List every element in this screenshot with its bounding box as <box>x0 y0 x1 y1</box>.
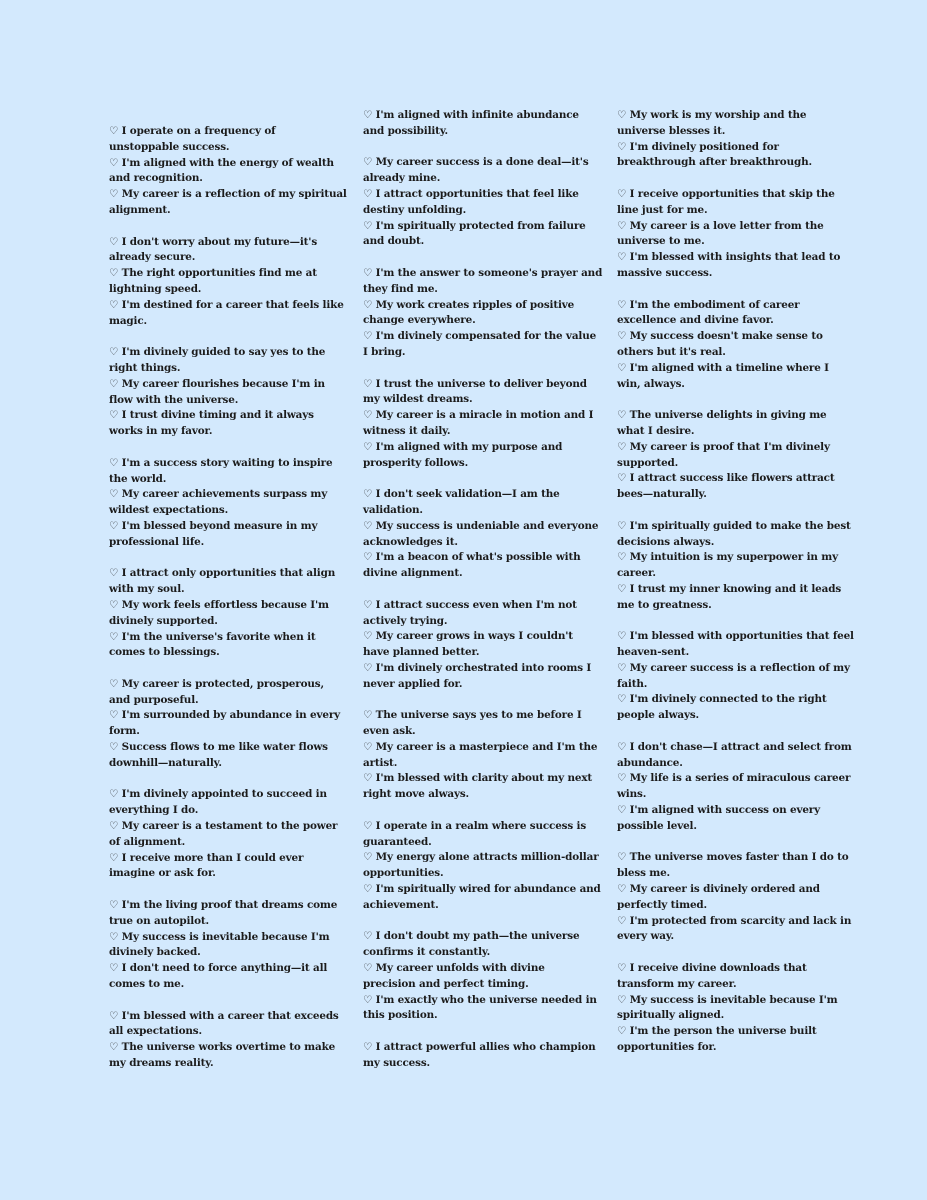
affirmation-line: my success. <box>363 1056 430 1069</box>
affirmation-line: downhill—naturally. <box>109 756 222 769</box>
affirmation-line: true on autopilot. <box>109 914 209 927</box>
affirmation-group <box>363 708 598 803</box>
affirmation-line: actively trying. <box>363 614 448 627</box>
affirmation-line: ♡ I don't worry about my future—it's <box>109 235 318 248</box>
affirmation-line: never applied for. <box>363 677 463 690</box>
affirmation-line: the world. <box>109 472 167 485</box>
affirmation-line: massive success. <box>617 266 713 279</box>
affirmation-line: ♡ I'm aligned with my purpose and <box>363 440 563 453</box>
affirmation-line: ♡ My career grows in ways I couldn't <box>363 630 573 643</box>
affirmation-line: comes to me. <box>109 978 185 991</box>
affirmation-line: ♡ My energy alone attracts million-dollar <box>363 851 599 864</box>
affirmation-line: ♡ I don't chase—I attract and select from <box>617 740 852 753</box>
affirmation-line: universe to me. <box>617 235 705 248</box>
affirmation-line: opportunities for. <box>617 1041 717 1054</box>
affirmation-line: ♡ I attract opportunities that feel like <box>363 187 579 200</box>
affirmation-line: ♡ I'm aligned with success on every <box>617 804 820 817</box>
affirmation-line: confirms it constantly. <box>363 946 491 959</box>
affirmation-group <box>109 566 336 661</box>
affirmation-line: ♡ I'm aligned with infinite abundance <box>363 109 579 121</box>
affirmation-group <box>109 124 347 219</box>
affirmation-line: ♡ I'm divinely guided to say yes to the <box>109 346 326 359</box>
affirmation-line: ♡ I attract success like flowers attract <box>617 472 835 485</box>
affirmation-group <box>363 377 594 472</box>
affirmation-line: ♡ I'm the living proof that dreams come <box>109 899 338 912</box>
affirmation-group <box>363 598 592 693</box>
affirmation-line: ♡ I'm blessed with a career that exceeds <box>109 1009 339 1022</box>
affirmation-line: ♡ My success doesn't make sense to <box>617 330 823 343</box>
affirmation-line: ♡ I trust the universe to deliver beyond <box>363 377 587 390</box>
affirmation-line: right things. <box>109 361 181 374</box>
affirmation-group <box>109 235 344 330</box>
affirmation-line: artist. <box>363 756 398 769</box>
affirmation-line: divinely supported. <box>109 614 218 627</box>
affirmation-column-3 <box>617 108 854 1072</box>
affirmation-line: me to greatness. <box>617 598 712 611</box>
affirmation-group <box>363 929 597 1024</box>
affirmation-group <box>617 740 852 835</box>
affirmation-line: ♡ I don't doubt my path—the universe <box>363 930 580 943</box>
affirmation-column-2 <box>363 108 603 1087</box>
affirmation-line: have planned better. <box>363 646 480 659</box>
affirmation-line: wins. <box>617 788 647 801</box>
affirmation-line: destiny unfolding. <box>363 203 467 216</box>
affirmation-line: ♡ I'm blessed with clarity about my next <box>363 772 593 785</box>
affirmation-line: ♡ I receive opportunities that skip the <box>617 187 835 200</box>
affirmation-line: and purposeful. <box>109 693 199 706</box>
affirmation-line: alignment. <box>109 203 171 216</box>
affirmation-line: ♡ I'm the embodiment of career <box>617 298 800 311</box>
affirmation-line: ♡ The universe says yes to me before I <box>363 709 582 722</box>
affirmation-line: ♡ My career is a reflection of my spiritual <box>109 188 347 201</box>
affirmation-line: universe blesses it. <box>617 124 726 137</box>
affirmation-line: ♡ I'm surrounded by abundance in every <box>109 709 341 722</box>
affirmation-line: ♡ I'm divinely connected to the right <box>617 693 827 706</box>
affirmation-line: ♡ I'm divinely positioned for <box>617 140 779 153</box>
affirmation-line: ♡ My life is a series of miraculous career <box>617 772 851 785</box>
affirmation-group <box>363 266 603 361</box>
affirmation-line: wildest expectations. <box>109 504 229 517</box>
affirmation-line: breakthrough after breakthrough. <box>617 156 812 169</box>
affirmation-line: ♡ My work creates ripples of positive <box>363 298 575 311</box>
affirmation-column-1 <box>109 124 347 1088</box>
affirmation-line: ♡ I don't need to force anything—it all <box>109 962 328 975</box>
affirmation-line: abundance. <box>617 756 683 769</box>
affirmation-line: acknowledges it. <box>363 535 458 548</box>
affirmation-line: ♡ I'm aligned with the energy of wealth <box>109 156 334 169</box>
affirmation-line: ♡ I'm the person the universe built <box>617 1025 817 1038</box>
affirmation-group <box>363 819 601 914</box>
affirmation-line: this position. <box>363 1009 438 1022</box>
affirmation-line: ♡ My career is a testament to the power <box>109 820 338 833</box>
affirmation-line: ♡ Success flows to me like water flows <box>109 741 328 754</box>
affirmation-group <box>617 629 854 724</box>
affirmation-line: guaranteed. <box>363 835 432 848</box>
affirmation-group <box>617 961 838 1056</box>
affirmation-line: witness it daily. <box>363 424 451 437</box>
affirmation-line: ♡ The universe moves faster than I do to <box>617 851 849 864</box>
affirmation-line: I bring. <box>363 345 406 358</box>
affirmation-line: possible level. <box>617 819 697 832</box>
affirmation-line: people always. <box>617 709 700 722</box>
affirmation-line: ♡ I'm spiritually wired for abundance and <box>363 883 601 896</box>
affirmation-group <box>617 850 852 945</box>
affirmation-group <box>363 155 589 250</box>
affirmation-group <box>109 677 341 772</box>
affirmation-line: ♡ I'm exactly who the universe needed in <box>363 993 597 1006</box>
affirmation-group <box>617 298 829 393</box>
affirmation-group <box>617 408 835 503</box>
affirmation-group <box>109 456 333 551</box>
affirmation-line: unstoppable success. <box>109 140 230 153</box>
affirmation-line: decisions always. <box>617 535 715 548</box>
affirmation-line: ♡ The universe delights in giving me <box>617 409 827 422</box>
affirmation-group <box>363 108 579 140</box>
affirmation-line: ♡ I'm blessed with insights that lead to <box>617 251 841 264</box>
affirmation-line: ♡ I receive divine downloads that <box>617 962 807 975</box>
affirmation-line: imagine or ask for. <box>109 867 216 880</box>
affirmation-line: bees—naturally. <box>617 488 707 501</box>
affirmation-line: ♡ My work is my worship and the <box>617 109 807 121</box>
affirmation-line: lightning speed. <box>109 282 202 295</box>
affirmation-line: ♡ My success is inevitable because I'm <box>617 993 838 1006</box>
affirmation-line: flow with the universe. <box>109 393 239 406</box>
affirmation-line: ♡ I'm the answer to someone's prayer and <box>363 266 603 279</box>
affirmation-line: magic. <box>109 314 147 327</box>
affirmation-line: change everywhere. <box>363 314 476 327</box>
affirmation-line: works in my favor. <box>109 425 213 438</box>
affirmation-line: professional life. <box>109 535 205 548</box>
affirmation-line: ♡ I'm protected from scarcity and lack in <box>617 914 852 927</box>
affirmation-line: precision and perfect timing. <box>363 977 529 990</box>
affirmation-line: transform my career. <box>617 977 737 990</box>
affirmation-line: ♡ I'm a beacon of what's possible with <box>363 551 581 564</box>
affirmation-group <box>109 898 338 993</box>
affirmation-line: ♡ My success is undeniable and everyone <box>363 519 599 532</box>
affirmation-line: supported. <box>617 456 679 469</box>
affirmation-line: right move always. <box>363 788 470 801</box>
affirmation-line: ♡ I don't seek validation—I am the <box>363 488 560 501</box>
affirmation-line: everything I do. <box>109 804 199 817</box>
affirmation-line: ♡ I attract powerful allies who champion <box>363 1041 596 1054</box>
affirmation-line: ♡ My career success is a done deal—it's <box>363 156 589 169</box>
affirmation-line: ♡ I'm spiritually guided to make the best <box>617 519 851 532</box>
affirmation-line: they find me. <box>363 282 438 295</box>
affirmation-line: ♡ My career unfolds with divine <box>363 962 545 975</box>
affirmation-group <box>109 1009 339 1072</box>
affirmation-line: achievement. <box>363 898 439 911</box>
affirmation-line: my dreams reality. <box>109 1057 214 1070</box>
affirmation-line: every way. <box>617 930 675 943</box>
affirmation-line: even ask. <box>363 725 416 738</box>
affirmation-line: ♡ I'm a success story waiting to inspire <box>109 456 333 469</box>
affirmation-line: ♡ I trust my inner knowing and it leads <box>617 582 842 595</box>
affirmation-line: ♡ I'm spiritually protected from failure <box>363 219 586 232</box>
affirmation-line: line just for me. <box>617 203 708 216</box>
affirmation-group <box>617 187 841 282</box>
affirmation-line: ♡ I'm divinely compensated for the value <box>363 330 597 343</box>
affirmation-line: and doubt. <box>363 235 425 248</box>
affirmation-line: ♡ I operate in a realm where success is <box>363 819 587 832</box>
affirmation-line: perfectly timed. <box>617 898 707 911</box>
affirmation-group <box>363 1040 596 1072</box>
affirmation-line: ♡ My career is a love letter from the <box>617 219 824 232</box>
affirmation-group <box>363 487 599 582</box>
affirmation-line: ♡ My career flourishes because I'm in <box>109 377 325 390</box>
affirmation-line: all expectations. <box>109 1025 202 1038</box>
affirmation-line: ♡ I'm divinely appointed to succeed in <box>109 788 327 801</box>
affirmation-line: divine alignment. <box>363 567 463 580</box>
affirmation-line: prosperity follows. <box>363 456 469 469</box>
affirmation-line: ♡ My career is divinely ordered and <box>617 883 820 896</box>
affirmation-line: ♡ I'm divinely orchestrated into rooms I <box>363 661 592 674</box>
affirmation-line: ♡ I'm blessed beyond measure in my <box>109 519 318 532</box>
affirmation-line: career. <box>617 567 656 580</box>
affirmation-line: ♡ My work feels effortless because I'm <box>109 598 329 611</box>
affirmation-line: form. <box>109 725 140 738</box>
affirmation-line: comes to blessings. <box>109 646 220 659</box>
affirmation-line: bless me. <box>617 867 671 880</box>
affirmation-line: ♡ My intuition is my superpower in my <box>617 551 839 564</box>
affirmation-line: ♡ My career success is a reflection of my <box>617 661 850 674</box>
affirmation-line: spiritually aligned. <box>617 1009 725 1022</box>
affirmation-line: my wildest dreams. <box>363 393 473 406</box>
affirmation-line: ♡ My success is inevitable because I'm <box>109 930 330 943</box>
affirmation-line: win, always. <box>617 377 685 390</box>
affirmation-line: others but it's real. <box>617 345 726 358</box>
affirmation-line: ♡ My career is protected, prosperous, <box>109 677 324 690</box>
affirmation-line: ♡ I'm aligned with a timeline where I <box>617 361 829 374</box>
affirmation-group <box>109 345 326 440</box>
affirmation-line: excellence and divine favor. <box>617 314 774 327</box>
affirmation-line: already secure. <box>109 251 196 264</box>
affirmation-line: ♡ The right opportunities find me at <box>109 267 317 280</box>
affirmation-line: ♡ I'm the universe's favorite when it <box>109 630 316 643</box>
affirmation-line: and possibility. <box>363 124 448 137</box>
affirmation-line: what I desire. <box>617 424 695 437</box>
affirmation-line: ♡ The universe works overtime to make <box>109 1041 336 1054</box>
affirmation-line: ♡ I'm destined for a career that feels like <box>109 298 344 311</box>
affirmation-line: ♡ I trust divine timing and it always <box>109 409 314 422</box>
affirmation-line: of alignment. <box>109 835 186 848</box>
affirmation-line: divinely backed. <box>109 946 201 959</box>
affirmation-line: ♡ My career is a miracle in motion and I <box>363 409 594 422</box>
affirmation-line: heaven-sent. <box>617 646 690 659</box>
affirmation-group <box>109 787 338 882</box>
affirmation-line: faith. <box>617 677 648 690</box>
affirmation-line: already mine. <box>363 172 441 185</box>
affirmation-line: validation. <box>363 503 423 516</box>
affirmation-group <box>617 108 817 171</box>
affirmation-line: with my soul. <box>109 583 185 596</box>
affirmation-line: ♡ My career is proof that I'm divinely <box>617 440 830 453</box>
affirmation-line: opportunities. <box>363 867 444 880</box>
affirmation-line: ♡ My career is a masterpiece and I'm the <box>363 740 598 753</box>
affirmation-line: ♡ I receive more than I could ever <box>109 851 304 864</box>
affirmation-line: and recognition. <box>109 172 203 185</box>
affirmation-line: ♡ I attract only opportunities that align <box>109 567 336 580</box>
affirmation-line: ♡ I operate on a frequency of <box>109 125 276 137</box>
affirmation-line: ♡ I attract success even when I'm not <box>363 598 577 611</box>
affirmation-line: ♡ I'm blessed with opportunities that feel <box>617 630 854 643</box>
affirmation-line: ♡ My career achievements surpass my <box>109 488 328 501</box>
affirmation-group <box>617 519 851 614</box>
